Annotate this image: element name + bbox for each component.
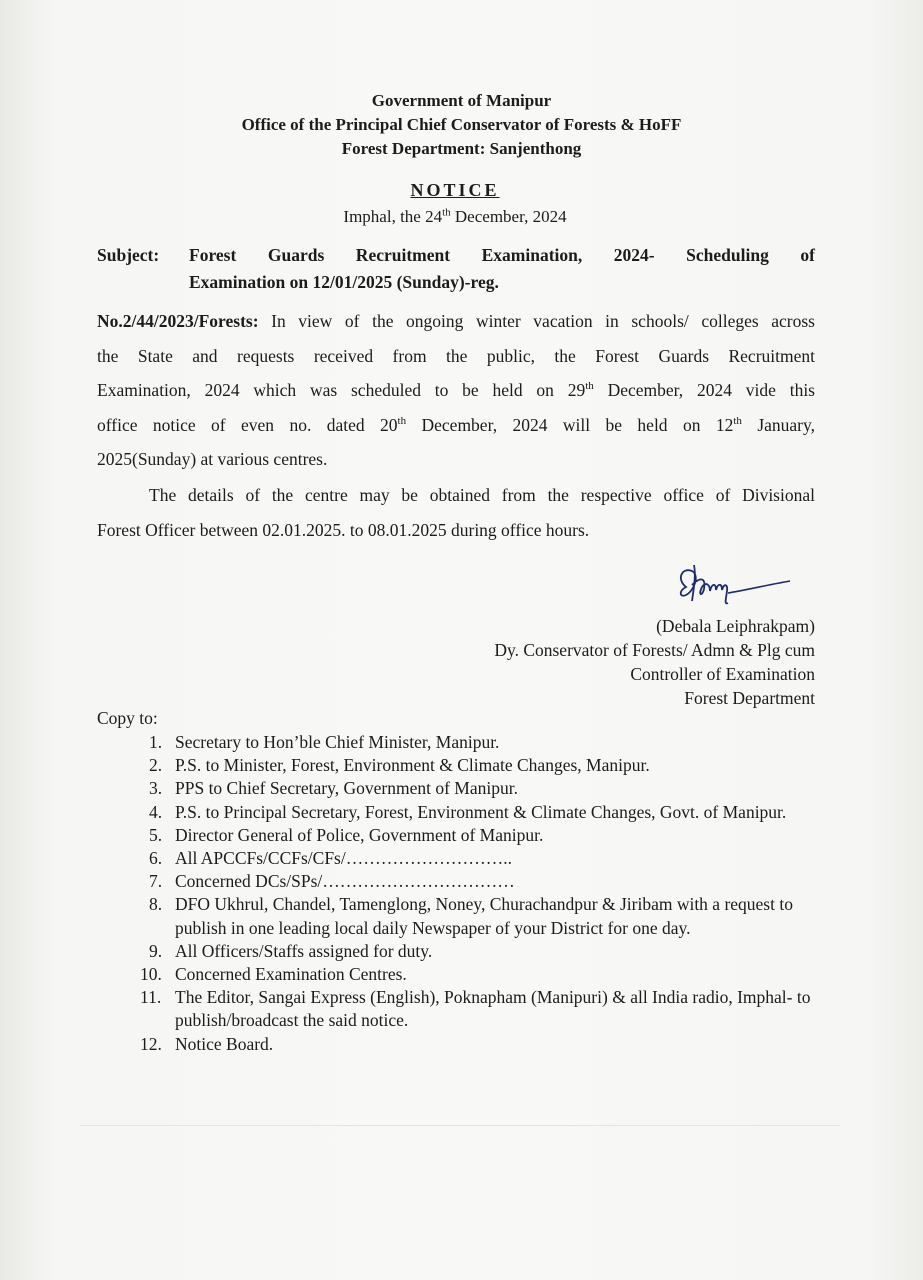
copy-to-item-number: 9. <box>149 940 163 961</box>
copy-to-item-text: Director General of Police, Government of Manipur. <box>175 824 544 845</box>
notice-date: Imphal, the 24th December, 2024 <box>343 206 567 226</box>
header-department: Forest Department: Sanjenthong <box>341 139 582 158</box>
reference-number: No.2/44/2023/Forests: <box>97 311 259 331</box>
copy-to-item-text: All Officers/Staffs assigned for duty. <box>175 940 433 961</box>
copy-to-item-text: Secretary to Hon’ble Chief Minister, Manipur. <box>175 732 500 752</box>
copy-to-item-number: 8. <box>149 894 163 915</box>
copy-to-item-number: 6. <box>149 848 163 869</box>
copy-to-item <box>97 1033 817 1056</box>
notice-title: NOTICE <box>410 180 500 200</box>
copy-to-label: Copy to: <box>97 708 158 728</box>
copy-to-item <box>97 801 817 824</box>
copy-to-item <box>97 731 817 754</box>
copy-to-item <box>97 754 817 777</box>
copy-to-item-number: 10. <box>140 964 162 985</box>
copy-to-item-text: Notice Board. <box>175 1033 274 1054</box>
copy-to-item-text: Concerned Examination Centres. <box>175 964 407 985</box>
copy-to-item-text: DFO Ukhrul, Chandel, Tamenglong, Noney, Churachandpur & Jiribam with a request to publish in one leading local daily Newspaper of your District for one day. <box>175 894 793 938</box>
copy-to-item-text: The Editor, Sangai Express (English), Poknapham (Manipuri) & all India radio, Imphal- to publish/broadcast the said notice. <box>175 987 811 1031</box>
copy-to-item-number: 4. <box>149 801 163 822</box>
copy-to-item <box>97 847 817 870</box>
copy-to-list <box>97 731 817 1056</box>
header-office: Office of the Principal Chief Conservator of Forests & HoFF <box>241 115 682 134</box>
signatory-department: Forest Department <box>684 688 815 708</box>
signatory-block <box>494 614 815 710</box>
copy-to-item <box>97 824 817 847</box>
body-paragraph-2: The details of the centre may be obtained from the respective office of Divisional Forest Officer between 02.01.2025. to 08.01.2025 during office hours. <box>97 485 815 540</box>
body-paragraph-1: No.2/44/2023/Forests: In view of the ongoing winter vacation in schools/ colleges across the State and requests received from the public, the Forest Guards Recruitment Examination, 2024 which was scheduled to be held on 29th December, 2024 vide this office notice of even no. dated 20th December, 2024 will be held on 12th January, 2025(Sunday) at various centres. <box>97 311 815 469</box>
divider <box>80 1125 840 1126</box>
signatory-role: Controller of Examination <box>630 664 815 684</box>
header-government: Government of Manipur <box>371 91 552 110</box>
copy-to-item <box>97 963 817 986</box>
copy-to-item-text: P.S. to Minister, Forest, Environment & Climate Changes, Manipur. <box>175 755 650 776</box>
subject-line-2: Examination on 12/01/2025 (Sunday)-reg. <box>189 272 499 292</box>
subject-line-1: Forest Guards Recruitment Examination, 2024- Scheduling of <box>189 245 815 265</box>
subject-block <box>97 242 815 296</box>
copy-to-item-number: 3. <box>149 778 163 799</box>
copy-to-item <box>97 777 817 800</box>
signatory-designation: Dy. Conservator of Forests/ Admn & Plg cum <box>494 640 815 660</box>
copy-to-item <box>97 870 817 893</box>
copy-to-item-number: 7. <box>149 871 163 892</box>
signatory-name: (Debala Leiphrakpam) <box>656 616 815 636</box>
copy-to-item-text: P.S. to Principal Secretary, Forest, Environment & Climate Changes, Govt. of Manipur. <box>175 801 787 822</box>
copy-to-item-text: All APCCFs/CCFs/CFs/……………………….. <box>175 848 512 869</box>
copy-to-item-number: 2. <box>149 755 163 776</box>
copy-to-item-number: 11. <box>140 987 162 1008</box>
copy-to-item <box>97 893 817 939</box>
copy-to-item-number: 5. <box>149 824 163 845</box>
copy-to-item-text: Concerned DCs/SPs/…………………………… <box>175 871 515 892</box>
signature-image <box>672 557 797 612</box>
subject-label: Subject: <box>97 245 160 265</box>
copy-to-item-text: PPS to Chief Secretary, Government of Manipur. <box>175 778 518 799</box>
copy-to-item-number: 12. <box>140 1033 162 1054</box>
copy-to-item <box>97 940 817 963</box>
copy-to-item-number: 1. <box>149 732 163 752</box>
copy-to-item <box>97 986 817 1032</box>
